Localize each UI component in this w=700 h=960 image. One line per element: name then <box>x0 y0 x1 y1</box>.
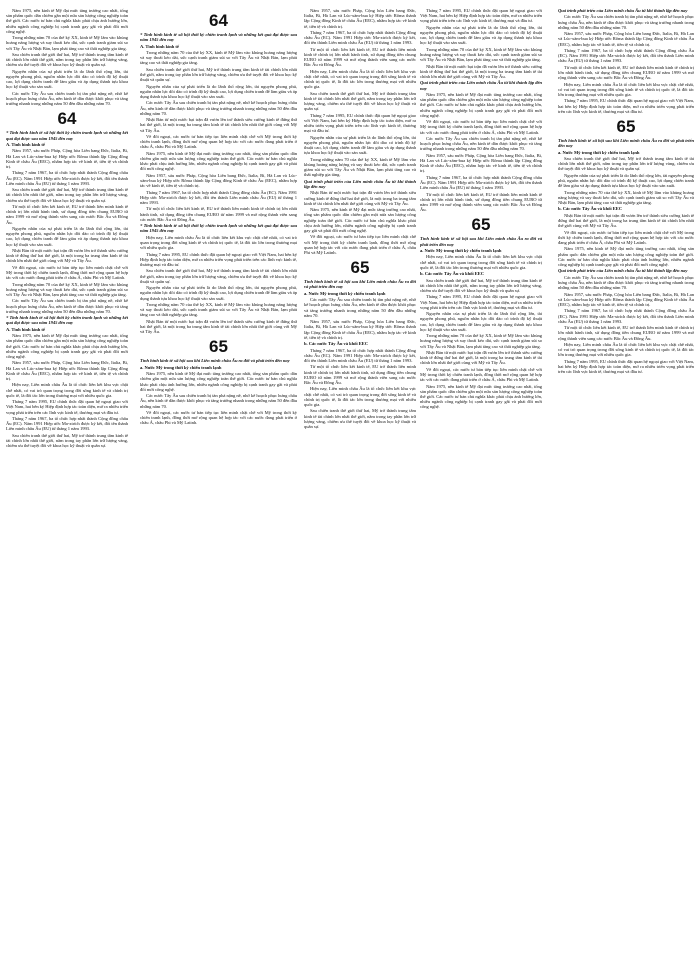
paragraph: Hiện nay, Liên minh châu Âu là tổ chức liên kết khu vực chặt chẽ nhất, có vai trò quan trọng trong đời sống kinh tế và chính trị quốc tế, là đối tác lớn trong thương mại với nhiều quốc gia. <box>304 386 416 407</box>
paragraph: Nguyên nhân của sự phát triển là do lãnh thổ rộng lớn, tài nguyên phong phú, nguồn nhân lực dồi dào có trình độ kỹ thuật cao, lợi dụng chiến tranh để làm giàu và áp dụng thành tựu khoa học kỹ thuật vào sản xuất. <box>140 285 297 301</box>
paragraph: Về đối ngoại, các nước tư bản tiếp tục liên minh chặt chẽ với Mỹ trong thời kỳ chiến tranh lạnh, đồng thời mở rộng quan hệ hợp tác với các nước đang phát triển ở châu Á, châu Phi và Mỹ Latinh. <box>140 133 297 150</box>
paragraph: Từ một tổ chức liên kết kinh tế, EU trở thành liên minh kinh tế chính trị lớn nhất hành tinh, sử dụng đồng tiền chung EURO từ năm 1999 và mở rộng thành viên sang các nước Bắc Âu và Đông Âu. <box>558 64 694 81</box>
paragraph: Tháng 7 năm 1967, ba tổ chức hợp nhất thành Cộng đồng châu Âu (EC). Năm 1991 Hiệp ước Ma-xtrích được ký kết, đổi tên thành Liên minh châu Âu (EU) từ tháng 1 năm 1993. <box>558 47 694 64</box>
column-2 <box>140 8 297 952</box>
page-number: 65 <box>616 116 636 136</box>
section-caption: * Tinh hình kinh tế xã hội thời kỳ chiến tranh lạnh và những kết quả đạt được sau năm 1945 đến nay <box>6 315 128 326</box>
paragraph: Các nước Tây Âu sau chiến tranh bị tàn phá nặng nề, nhờ kế hoạch phục hưng châu Âu, nền kinh tế dần được khôi phục và tăng trưởng nhanh trong những năm 50 đến đầu những năm 70. <box>420 135 542 152</box>
paragraph: Sau chiến tranh thế giới thứ hai, Mỹ trở thành trung tâm kinh tế tài chính lớn nhất thế giới, nắm trong tay phần lớn trữ lượng vàng, chiếm ưu thế tuyệt đối về khoa học kỹ thuật và quân sự. <box>6 187 128 203</box>
paragraph: Nguyên nhân của sự phát triển là do lãnh thổ rộng lớn, tài nguyên phong phú, nguồn nhân lực dồi dào có trình độ kỹ thuật cao, lợi dụng chiến tranh để làm giàu và áp dụng thành tựu khoa học kỹ thuật vào sản xuất. <box>140 83 297 99</box>
paragraph: Tháng 7 năm 1995, EU chính thức đặt quan hệ ngoại giao với Việt Nam, hai bên ký Hiệp định hợp tác toàn diện, mở ra nhiều triển vọng phát triển trên các lĩnh vực kinh tế, thương mại và đầu tư. <box>558 98 694 114</box>
section-heading: A. Tình hình kinh tế <box>6 142 45 147</box>
paragraph: Hiện nay, Liên minh châu Âu là tổ chức liên kết khu vực chặt chẽ nhất, có vai trò quan trọng trong đời sống kinh tế và chính trị quốc tế, là đối tác lớn trong thương mại với nhiều quốc gia. <box>6 382 128 398</box>
paragraph: Năm 1975, nền kinh tế Mỹ đạt mức tăng trưởng cao nhất, tổng sản phẩm quốc dân chiếm gần một nửa sản lượng công nghiệp toàn thế giới. Các nước tư bản chủ nghĩa khác phải chịu ảnh hưởng lớn, nhiều ngành công nghiệp bị cạnh tranh gay gắt và phải đổi mới công nghệ. <box>6 8 128 34</box>
section-heading: A. Tình hình kinh tế <box>140 43 179 49</box>
paragraph: Năm 1957, sáu nước Pháp, Cộng hòa Liên bang Đức, Italia, Bỉ, Hà Lan và Lúc-xăm-bua ký Hiệp ước Rôma thành lập Cộng đồng Kinh tế châu Âu (EEC), nhằm hợp tác về kinh tế, tiền tệ và chính trị. <box>304 8 416 29</box>
paragraph: Về đối ngoại, các nước tư bản tiếp tục liên minh chặt chẽ với Mỹ trong thời kỳ chiến tranh lạnh, đồng thời mở rộng quan hệ hợp tác với các nước đang phát triển ở châu Á, châu Phi và Mỹ Latinh. <box>140 409 297 426</box>
paragraph: Các nước Tây Âu sau chiến tranh bị tàn phá nặng nề, nhờ kế hoạch phục hưng châu Âu, nền kinh tế dần được khôi phục và tăng trưởng nhanh trong những năm 50 đến đầu những năm 70. <box>304 297 416 318</box>
paragraph: Năm 1957, sáu nước Pháp, Cộng hòa Liên bang Đức, Italia, Bỉ, Hà Lan và Lúc-xăm-bua ký Hiệp ước Rôma thành lập Cộng đồng Kinh tế châu Âu (EEC), nhằm hợp tác về kinh tế, tiền tệ và chính trị. <box>558 31 694 47</box>
section-caption: Quá trình phát triển của Liên minh châu Âu từ khi thành lập đến nay <box>558 268 688 274</box>
paragraph: Nhật Bản từ một nước bại trận đã vươn lên trở thành siêu cường kinh tế đứng thứ hai thế giới, là một trong ba trung tâm kinh tế tài chính lớn nhất thế giới cùng với Mỹ và Tây Âu. <box>6 247 128 264</box>
paragraph: Tháng 7 năm 1967, ba tổ chức hợp nhất thành Cộng đồng châu Âu (EC). Năm 1991 Hiệp ước Ma-xtrích được ký kết, đổi tên thành Liên minh châu Âu (EU) từ tháng 1 năm 1993. <box>420 174 542 191</box>
paragraph: Năm 1975, nền kinh tế Mỹ đạt mức tăng trưởng cao nhất, tổng sản phẩm quốc dân chiếm gần một nửa sản lượng công nghiệp toàn thế giới. Các nước tư bản chủ nghĩa khác phải chịu ảnh hưởng lớn, nhiều ngành công nghiệp bị cạnh tranh gay gắt và phải đổi mới công nghệ. <box>6 333 128 359</box>
paragraph: Các nước Tây Âu sau chiến tranh bị tàn phá nặng nề, nhờ kế hoạch phục hưng châu Âu, nền kinh tế dần được khôi phục và tăng trưởng nhanh trong những năm 50 đến đầu những năm 70. <box>6 298 128 314</box>
paragraph: Tháng 7 năm 1995, EU chính thức đặt quan hệ ngoại giao với Việt Nam, hai bên ký Hiệp định hợp tác toàn diện, mở ra nhiều triển vọng phát triển trên các lĩnh vực kinh tế, thương mại và đầu tư. <box>304 112 416 134</box>
section-caption: * Tinh hình kinh tế xã hội thời kỳ chiến tranh lạnh và những kết quả đạt được sau năm 1945 đến nay <box>140 32 297 43</box>
paragraph: Hiện nay, Liên minh châu Âu là tổ chức liên kết khu vực chặt chẽ nhất, có vai trò quan trọng trong đời sống kinh tế và chính trị quốc tế, là đối tác lớn trong thương mại với nhiều quốc gia. <box>304 68 416 90</box>
paragraph: Từ một tổ chức liên kết kinh tế, EU trở thành liên minh kinh tế chính trị lớn nhất hành tinh, sử dụng đồng tiền chung EURO từ năm 1999 và mở rộng thành viên sang các nước Bắc Âu và Đông Âu. <box>420 191 542 213</box>
paragraph: Nhật Bản từ một nước bại trận đã vươn lên trở thành siêu cường kinh tế đứng thứ hai thế giới, là một trong ba trung tâm kinh tế tài chính lớn nhất thế giới cùng với Mỹ và Tây Âu. <box>558 212 694 229</box>
paragraph: Tháng 7 năm 1995, EU chính thức đặt quan hệ ngoại giao với Việt Nam, hai bên ký Hiệp định hợp tác toàn diện, mở ra nhiều triển vọng phát triển trên các lĩnh vực kinh tế, thương mại và đầu tư. <box>420 8 542 24</box>
paragraph: Sau chiến tranh thế giới thứ hai, Mỹ trở thành trung tâm kinh tế tài chính lớn nhất thế giới, nắm trong tay phần lớn trữ lượng vàng, chiếm ưu thế tuyệt đối về khoa học kỹ thuật và quân sự. <box>420 277 542 293</box>
paragraph: Trong những năm 70 của thế kỷ XX, kinh tế Mỹ lâm vào khủng hoảng năng lượng và suy thoái kéo dài, sức cạnh tranh giảm sút so với Tây Âu và Nhật Bản, lạm phát tăng cao và thất nghiệp gia tăng. <box>140 301 297 318</box>
section-heading: b. Các nước Tây Âu và khối EEC <box>558 206 622 212</box>
column-5 <box>558 8 694 952</box>
paragraph: Sau chiến tranh thế giới thứ hai, Mỹ trở thành trung tâm kinh tế tài chính lớn nhất thế giới, nắm trong tay phần lớn trữ lượng vàng, chiếm ưu thế tuyệt đối về khoa học kỹ thuật và quân sự. <box>6 432 128 449</box>
paragraph: Trong những năm 70 của thế kỷ XX, kinh tế Mỹ lâm vào khủng hoảng năng lượng và suy thoái kéo dài, sức cạnh tranh giảm sút so với Tây Âu và Nhật Bản, lạm phát tăng cao và thất nghiệp gia tăng. <box>420 46 542 63</box>
section-heading: b. Các nước Tây Âu và khối EEC <box>420 271 484 277</box>
section-heading: a. Nước Mỹ trong thời kỳ chiến tranh lạnh <box>304 290 386 296</box>
paragraph: Về đối ngoại, các nước tư bản tiếp tục liên minh chặt chẽ với Mỹ trong thời kỳ chiến tranh lạnh, đồng thời mở rộng quan hệ hợp tác với các nước đang phát triển ở châu Á, châu Phi và Mỹ Latinh. <box>420 366 542 383</box>
column-4 <box>420 8 542 952</box>
column-3 <box>304 8 416 952</box>
paragraph: Tháng 7 năm 1967, ba tổ chức hợp nhất thành Cộng đồng châu Âu (EC). Năm 1991 Hiệp ước Ma-xtrích được ký kết, đổi tên thành Liên minh châu Âu (EU) từ tháng 1 năm 1993. <box>6 170 128 186</box>
paragraph: Trong những năm 70 của thế kỷ XX, kinh tế Mỹ lâm vào khủng hoảng năng lượng và suy thoái kéo dài, sức cạnh tranh giảm sút so với Tây Âu và Nhật Bản, lạm phát tăng cao và thất nghiệp gia tăng. <box>558 189 694 205</box>
paragraph: Nhật Bản từ một nước bại trận đã vươn lên trở thành siêu cường kinh tế đứng thứ hai thế giới, là một trong ba trung tâm kinh tế tài chính lớn nhất thế giới cùng với Mỹ và Tây Âu. <box>140 117 297 133</box>
paragraph: Năm 1957, sáu nước Pháp, Cộng hòa Liên bang Đức, Italia, Bỉ, Hà Lan và Lúc-xăm-bua ký Hiệp ước Rôma thành lập Cộng đồng Kinh tế châu Âu (EEC), nhằm hợp tác về kinh tế, tiền tệ và chính trị. <box>6 360 128 381</box>
section-caption: Tình hình kinh tế xã hội sau khi Liên minh châu Âu ra đời và phát triển đến nay <box>140 358 290 364</box>
paragraph: Sau chiến tranh thế giới thứ hai, Mỹ trở thành trung tâm kinh tế tài chính lớn nhất thế giới, nắm trong tay phần lớn trữ lượng vàng, chiếm ưu thế tuyệt đối về khoa học kỹ thuật và quân sự. <box>140 66 297 83</box>
paragraph: Từ một tổ chức liên kết kinh tế, EU trở thành liên minh kinh tế chính trị lớn nhất hành tinh, sử dụng đồng tiền chung EURO từ năm 1999 và mở rộng thành viên sang các nước Bắc Âu và Đông Âu. <box>558 325 694 341</box>
section-caption: Quá trình phát triển của Liên minh châu Âu từ khi thành lập đến nay <box>420 80 542 91</box>
paragraph: Nhật Bản từ một nước bại trận đã vươn lên trở thành siêu cường kinh tế đứng thứ hai thế giới, là một trong ba trung tâm kinh tế tài chính lớn nhất thế giới cùng với Mỹ và Tây Âu. <box>420 63 542 79</box>
paragraph: Năm 1975, nền kinh tế Mỹ đạt mức tăng trưởng cao nhất, tổng sản phẩm quốc dân chiếm gần một nửa sản lượng công nghiệp toàn thế giới. Các nước tư bản chủ nghĩa khác phải chịu ảnh hưởng lớn, nhiều ngành công nghiệp bị cạnh tranh gay gắt và phải đổi mới công nghệ. <box>558 246 694 267</box>
section-caption: Quá trình phát triển của Liên minh châu Âu từ khi thành lập đến nay <box>558 8 688 13</box>
paragraph: Từ một tổ chức liên kết kinh tế, EU trở thành liên minh kinh tế chính trị lớn nhất hành tinh, sử dụng đồng tiền chung EURO từ năm 1999 và mở rộng thành viên sang các nước Bắc Âu và Đông Âu. <box>304 46 416 68</box>
paragraph: Từ một tổ chức liên kết kinh tế, EU trở thành liên minh kinh tế chính trị lớn nhất hành tinh, sử dụng đồng tiền chung EURO từ năm 1999 và mở rộng thành viên sang các nước Bắc Âu và Đông Âu. <box>6 203 128 225</box>
section-caption: * Tinh hình kinh tế xã hội thời kỳ chiến tranh lạnh và những kết quả đạt được sau năm 1945 đến nay <box>6 130 128 141</box>
paragraph: Sau chiến tranh thế giới thứ hai, Mỹ trở thành trung tâm kinh tế tài chính lớn nhất thế giới, nắm trong tay phần lớn trữ lượng vàng, chiếm ưu thế tuyệt đối về khoa học kỹ thuật và quân sự. <box>304 408 416 429</box>
page-number: 64 <box>57 109 77 129</box>
paragraph: Nhật Bản từ một nước bại trận đã vươn lên trở thành siêu cường kinh tế đứng thứ hai thế giới, là một trong ba trung tâm kinh tế tài chính lớn nhất thế giới cùng với Mỹ và Tây Âu. <box>304 190 416 206</box>
paragraph: Năm 1975, nền kinh tế Mỹ đạt mức tăng trưởng cao nhất, tổng sản phẩm quốc dân chiếm gần một nửa sản lượng công nghiệp toàn thế giới. Các nước tư bản chủ nghĩa khác phải chịu ảnh hưởng lớn, nhiều ngành công nghiệp bị cạnh tranh gay gắt và phải đổi mới công nghệ. <box>140 371 297 392</box>
paragraph: Các nước Tây Âu sau chiến tranh bị tàn phá nặng nề, nhờ kế hoạch phục hưng châu Âu, nền kinh tế dần được khôi phục và tăng trưởng nhanh trong những năm 50 đến đầu những năm 70. <box>140 393 297 409</box>
paragraph: Các nước Tây Âu sau chiến tranh bị tàn phá nặng nề, nhờ kế hoạch phục hưng châu Âu, nền kinh tế dần được khôi phục và tăng trưởng nhanh trong những năm 50 đến đầu những năm 70. <box>140 100 297 116</box>
paragraph: Trong những năm 70 của thế kỷ XX, kinh tế Mỹ lâm vào khủng hoảng năng lượng và suy thoái kéo dài, sức cạnh tranh giảm sút so với Tây Âu và Nhật Bản, lạm phát tăng cao và thất nghiệp gia tăng. <box>140 49 297 66</box>
section-heading: a. Nước Mỹ trong thời kỳ chiến tranh lạnh <box>140 364 222 370</box>
paragraph: Nhật Bản từ một nước bại trận đã vươn lên trở thành siêu cường kinh tế đứng thứ hai thế giới, là một trong ba trung tâm kinh tế tài chính lớn nhất thế giới cùng với Mỹ và Tây Âu. <box>140 318 297 335</box>
paragraph: Hiện nay, Liên minh châu Âu là tổ chức liên kết khu vực chặt chẽ nhất, có vai trò quan trọng trong đời sống kinh tế và chính trị quốc tế, là đối tác lớn trong thương mại với nhiều quốc gia. <box>140 234 297 251</box>
paragraph: Về đối ngoại, các nước tư bản tiếp tục liên minh chặt chẽ với Mỹ trong thời kỳ chiến tranh lạnh, đồng thời mở rộng quan hệ hợp tác với các nước đang phát triển ở châu Á, châu Phi và Mỹ Latinh. <box>304 234 416 255</box>
section-caption: Tình hình kinh tế xã hội sau khi Liên minh châu Âu ra đời và phát triển đến nay <box>420 236 542 247</box>
section-caption: Tình hình kinh tế xã hội sau khi Liên minh châu Âu ra đời và phát triển đến nay <box>558 137 694 149</box>
paragraph: Sau chiến tranh thế giới thứ hai, Mỹ trở thành trung tâm kinh tế tài chính lớn nhất thế giới, nắm trong tay phần lớn trữ lượng vàng, chiếm ưu thế tuyệt đối về khoa học kỹ thuật và quân sự. <box>558 155 694 172</box>
paragraph: Năm 1957, sáu nước Pháp, Cộng hòa Liên bang Đức, Italia, Bỉ, Hà Lan và Lúc-xăm-bua ký Hiệp ước Rôma thành lập Cộng đồng Kinh tế châu Âu (EEC), nhằm hợp tác về kinh tế, tiền tệ và chính trị. <box>6 148 128 169</box>
paragraph: Năm 1975, nền kinh tế Mỹ đạt mức tăng trưởng cao nhất, tổng sản phẩm quốc dân chiếm gần một nửa sản lượng công nghiệp toàn thế giới. Các nước tư bản chủ nghĩa khác phải chịu ảnh hưởng lớn, nhiều ngành công nghiệp bị cạnh tranh gay gắt và phải đổi mới công nghệ. <box>420 383 542 410</box>
paragraph: Nguyên nhân của sự phát triển là do lãnh thổ rộng lớn, tài nguyên phong phú, nguồn nhân lực dồi dào có trình độ kỹ thuật cao, lợi dụng chiến tranh để làm giàu và áp dụng thành tựu khoa học kỹ thuật vào sản xuất. <box>6 225 128 247</box>
page-number: 64 <box>209 11 228 30</box>
section-heading: b. Các nước Tây Âu và khối EEC <box>304 341 368 347</box>
paragraph: Tháng 7 năm 1995, EU chính thức đặt quan hệ ngoại giao với Việt Nam, hai bên ký Hiệp định hợp tác toàn diện, mở ra nhiều triển vọng phát triển trên các lĩnh vực kinh tế, thương mại và đầu tư. <box>140 251 297 267</box>
page-number: 65 <box>350 258 370 278</box>
paragraph: Năm 1957, sáu nước Pháp, Cộng hòa Liên bang Đức, Italia, Bỉ, Hà Lan và Lúc-xăm-bua ký Hiệp ước Rôma thành lập Cộng đồng Kinh tế châu Âu (EEC), nhằm hợp tác về kinh tế, tiền tệ và chính trị. <box>420 152 542 174</box>
paragraph: Sau chiến tranh thế giới thứ hai, Mỹ trở thành trung tâm kinh tế tài chính lớn nhất thế giới, nắm trong tay phần lớn trữ lượng vàng, chiếm ưu thế tuyệt đối về khoa học kỹ thuật và quân sự. <box>140 268 297 284</box>
paragraph: Tháng 7 năm 1995, EU chính thức đặt quan hệ ngoại giao với Việt Nam, hai bên ký Hiệp định hợp tác toàn diện, mở ra nhiều triển vọng phát triển trên các lĩnh vực kinh tế, thương mại và đầu tư. <box>6 399 128 415</box>
paragraph: Nhật Bản từ một nước bại trận đã vươn lên trở thành siêu cường kinh tế đứng thứ hai thế giới, là một trong ba trung tâm kinh tế tài chính lớn nhất thế giới cùng với Mỹ và Tây Âu. <box>420 349 542 366</box>
paragraph: Năm 1957, sáu nước Pháp, Cộng hòa Liên bang Đức, Italia, Bỉ, Hà Lan và Lúc-xăm-bua ký Hiệp ước Rôma thành lập Cộng đồng Kinh tế châu Âu (EEC), nhằm hợp tác về kinh tế, tiền tệ và chính trị. <box>304 319 416 340</box>
paragraph: Năm 1957, sáu nước Pháp, Cộng hòa Liên bang Đức, Italia, Bỉ, Hà Lan và Lúc-xăm-bua ký Hiệp ước Rôma thành lập Cộng đồng Kinh tế châu Âu (EEC), nhằm hợp tác về kinh tế, tiền tệ và chính trị. <box>140 172 297 189</box>
paragraph: Từ một tổ chức liên kết kinh tế, EU trở thành liên minh kinh tế chính trị lớn nhất hành tinh, sử dụng đồng tiền chung EURO từ năm 1999 và mở rộng thành viên sang các nước Bắc Âu và Đông Âu. <box>140 206 297 222</box>
paragraph: Các nước Tây Âu sau chiến tranh bị tàn phá nặng nề, nhờ kế hoạch phục hưng châu Âu, nền kinh tế dần được khôi phục và tăng trưởng nhanh trong những năm 50 đến đầu những năm 70. <box>6 90 128 107</box>
paragraph: Nguyên nhân của sự phát triển là do lãnh thổ rộng lớn, tài nguyên phong phú, nguồn nhân lực dồi dào có trình độ kỹ thuật cao, lợi dụng chiến tranh để làm giàu và áp dụng thành tựu khoa học kỹ thuật vào sản xuất. <box>420 24 542 46</box>
paragraph: Năm 1957, sáu nước Pháp, Cộng hòa Liên bang Đức, Italia, Bỉ, Hà Lan và Lúc-xăm-bua ký Hiệp ước Rôma thành lập Cộng đồng Kinh tế châu Âu (EEC), nhằm hợp tác về kinh tế, tiền tệ và chính trị. <box>558 291 694 307</box>
paragraph: Tháng 7 năm 1995, EU chính thức đặt quan hệ ngoại giao với Việt Nam, hai bên ký Hiệp định hợp tác toàn diện, mở ra nhiều triển vọng phát triển trên các lĩnh vực kinh tế, thương mại và đầu tư. <box>420 294 542 310</box>
section-heading: a. Nước Mỹ trong thời kỳ chiến tranh lạnh <box>420 247 502 253</box>
paragraph: Năm 1975, nền kinh tế Mỹ đạt mức tăng trưởng cao nhất, tổng sản phẩm quốc dân chiếm gần một nửa sản lượng công nghiệp toàn thế giới. Các nước tư bản chủ nghĩa khác phải chịu ảnh hưởng lớn, nhiều ngành công nghiệp bị cạnh tranh gay gắt và phải đổi mới công nghệ. <box>420 91 542 118</box>
paragraph: Tháng 7 năm 1967, ba tổ chức hợp nhất thành Cộng đồng châu Âu (EC). Năm 1991 Hiệp ước Ma-xtrích được ký kết, đổi tên thành Liên minh châu Âu (EU) từ tháng 1 năm 1993. <box>304 30 416 46</box>
paragraph: Từ một tổ chức liên kết kinh tế, EU trở thành liên minh kinh tế chính trị lớn nhất hành tinh, sử dụng đồng tiền chung EURO từ năm 1999 và mở rộng thành viên sang các nước Bắc Âu và Đông Âu. <box>304 364 416 385</box>
paragraph: Hiện nay, Liên minh châu Âu là tổ chức liên kết khu vực chặt chẽ nhất, có vai trò quan trọng trong đời sống kinh tế và chính trị quốc tế, là đối tác lớn trong thương mại với nhiều quốc gia. <box>420 254 542 270</box>
section-caption: Tình hình kinh tế xã hội sau khi Liên minh châu Âu ra đời và phát triển đến nay <box>304 279 416 290</box>
page-number: 65 <box>471 215 491 235</box>
section-caption: * Tinh hình kinh tế xã hội thời kỳ chiến tranh lạnh và những kết quả đạt được sau năm 1945 đến nay <box>140 223 297 234</box>
paragraph: Nguyên nhân của sự phát triển là do lãnh thổ rộng lớn, tài nguyên phong phú, nguồn nhân lực dồi dào có trình độ kỹ thuật cao, lợi dụng chiến tranh để làm giàu và áp dụng thành tựu khoa học kỹ thuật vào sản xuất. <box>304 134 416 156</box>
paragraph: Năm 1975, nền kinh tế Mỹ đạt mức tăng trưởng cao nhất, tổng sản phẩm quốc dân chiếm gần một nửa sản lượng công nghiệp toàn thế giới. Các nước tư bản chủ nghĩa khác phải chịu ảnh hưởng lớn, nhiều ngành công nghiệp bị cạnh tranh gay gắt và phải đổi mới công nghệ. <box>304 207 416 233</box>
paragraph: Nguyên nhân của sự phát triển là do lãnh thổ rộng lớn, tài nguyên phong phú, nguồn nhân lực dồi dào có trình độ kỹ thuật cao, lợi dụng chiến tranh để làm giàu và áp dụng thành tựu khoa học kỹ thuật vào sản xuất. <box>420 311 542 332</box>
paragraph: Trong những năm 70 của thế kỷ XX, kinh tế Mỹ lâm vào khủng hoảng năng lượng và suy thoái kéo dài, sức cạnh tranh giảm sút so với Tây Âu và Nhật Bản, lạm phát tăng cao và thất nghiệp gia tăng. <box>6 35 128 51</box>
paragraph: Tháng 7 năm 1967, ba tổ chức hợp nhất thành Cộng đồng châu Âu (EC). Năm 1991 Hiệp ước Ma-xtrích được ký kết, đổi tên thành Liên minh châu Âu (EU) từ tháng 1 năm 1993. <box>304 347 416 363</box>
paragraph: Sau chiến tranh thế giới thứ hai, Mỹ trở thành trung tâm kinh tế tài chính lớn nhất thế giới, nắm trong tay phần lớn trữ lượng vàng, chiếm ưu thế tuyệt đối về khoa học kỹ thuật và quân sự. <box>304 90 416 112</box>
column-1 <box>6 8 128 952</box>
paragraph: Tháng 7 năm 1995, EU chính thức đặt quan hệ ngoại giao với Việt Nam, hai bên ký Hiệp định hợp tác toàn diện, mở ra nhiều triển vọng phát triển trên các lĩnh vực kinh tế, thương mại và đầu tư. <box>558 358 694 375</box>
paragraph: Các nước Tây Âu sau chiến tranh bị tàn phá nặng nề, nhờ kế hoạch phục hưng châu Âu, nền kinh tế dần được khôi phục và tăng trưởng nhanh trong những năm 50 đến đầu những năm 70. <box>558 14 694 30</box>
paragraph: Tháng 7 năm 1967, ba tổ chức hợp nhất thành Cộng đồng châu Âu (EC). Năm 1991 Hiệp ước Ma-xtrích được ký kết, đổi tên thành Liên minh châu Âu (EU) từ tháng 1 năm 1993. <box>6 415 128 432</box>
paragraph: Về đối ngoại, các nước tư bản tiếp tục liên minh chặt chẽ với Mỹ trong thời kỳ chiến tranh lạnh, đồng thời mở rộng quan hệ hợp tác với các nước đang phát triển ở châu Á, châu Phi và Mỹ Latinh. <box>420 119 542 135</box>
paragraph: Các nước Tây Âu sau chiến tranh bị tàn phá nặng nề, nhờ kế hoạch phục hưng châu Âu, nền kinh tế dần được khôi phục và tăng trưởng nhanh trong những năm 50 đến đầu những năm 70. <box>558 274 694 291</box>
paragraph: Năm 1975, nền kinh tế Mỹ đạt mức tăng trưởng cao nhất, tổng sản phẩm quốc dân chiếm gần một nửa sản lượng công nghiệp toàn thế giới. Các nước tư bản chủ nghĩa khác phải chịu ảnh hưởng lớn, nhiều ngành công nghiệp bị cạnh tranh gay gắt và phải đổi mới công nghệ. <box>140 150 297 172</box>
paragraph: Trong những năm 70 của thế kỷ XX, kinh tế Mỹ lâm vào khủng hoảng năng lượng và suy thoái kéo dài, sức cạnh tranh giảm sút so với Tây Âu và Nhật Bản, lạm phát tăng cao và thất nghiệp gia tăng. <box>420 333 542 349</box>
paragraph: Tháng 7 năm 1967, ba tổ chức hợp nhất thành Cộng đồng châu Âu (EC). Năm 1991 Hiệp ước Ma-xtrích được ký kết, đổi tên thành Liên minh châu Âu (EU) từ tháng 1 năm 1993. <box>558 308 694 324</box>
paragraph: Nguyên nhân của sự phát triển là do lãnh thổ rộng lớn, tài nguyên phong phú, nguồn nhân lực dồi dào có trình độ kỹ thuật cao, lợi dụng chiến tranh để làm giàu và áp dụng thành tựu khoa học kỹ thuật vào sản xuất. <box>558 172 694 189</box>
paragraph: Trong những năm 70 của thế kỷ XX, kinh tế Mỹ lâm vào khủng hoảng năng lượng và suy thoái kéo dài, sức cạnh tranh giảm sút so với Tây Âu và Nhật Bản, lạm phát tăng cao và thất nghiệp gia tăng. <box>6 281 128 297</box>
page-number: 65 <box>209 337 228 357</box>
paragraph: Trong những năm 70 của thế kỷ XX, kinh tế Mỹ lâm vào khủng hoảng năng lượng và suy thoái kéo dài, sức cạnh tranh giảm sút so với Tây Âu và Nhật Bản, lạm phát tăng cao và thất nghiệp gia tăng. <box>304 156 416 178</box>
paragraph: Hiện nay, Liên minh châu Âu là tổ chức liên kết khu vực chặt chẽ nhất, có vai trò quan trọng trong đời sống kinh tế và chính trị quốc tế, là đối tác lớn trong thương mại với nhiều quốc gia. <box>558 341 694 358</box>
paragraph: Hiện nay, Liên minh châu Âu là tổ chức liên kết khu vực chặt chẽ nhất, có vai trò quan trọng trong đời sống kinh tế và chính trị quốc tế, là đối tác lớn trong thương mại với nhiều quốc gia. <box>558 81 694 97</box>
section-caption: Quá trình phát triển của Liên minh châu Âu từ khi thành lập đến nay <box>304 178 416 189</box>
paragraph: Nguyên nhân của sự phát triển là do lãnh thổ rộng lớn, tài nguyên phong phú, nguồn nhân lực dồi dào có trình độ kỹ thuật cao, lợi dụng chiến tranh để làm giàu và áp dụng thành tựu khoa học kỹ thuật vào sản xuất. <box>6 68 128 90</box>
section-heading: a. Nước Mỹ trong thời kỳ chiến tranh lạnh <box>558 149 640 155</box>
paragraph: Tháng 7 năm 1967, ba tổ chức hợp nhất thành Cộng đồng châu Âu (EC). Năm 1991 Hiệp ước Ma-xtrích được ký kết, đổi tên thành Liên minh châu Âu (EU) từ tháng 1 năm 1993. <box>140 189 297 205</box>
paragraph: Sau chiến tranh thế giới thứ hai, Mỹ trở thành trung tâm kinh tế tài chính lớn nhất thế giới, nắm trong tay phần lớn trữ lượng vàng, chiếm ưu thế tuyệt đối về khoa học kỹ thuật và quân sự. <box>6 52 128 68</box>
section-heading: A. Tình hình kinh tế <box>6 326 45 332</box>
paragraph: Về đối ngoại, các nước tư bản tiếp tục liên minh chặt chẽ với Mỹ trong thời kỳ chiến tranh lạnh, đồng thời mở rộng quan hệ hợp tác với các nước đang phát triển ở châu Á, châu Phi và Mỹ Latinh. <box>558 229 694 245</box>
paragraph: Về đối ngoại, các nước tư bản tiếp tục liên minh chặt chẽ với Mỹ trong thời kỳ chiến tranh lạnh, đồng thời mở rộng quan hệ hợp tác với các nước đang phát triển ở châu Á, châu Phi và Mỹ Latinh. <box>6 264 128 281</box>
